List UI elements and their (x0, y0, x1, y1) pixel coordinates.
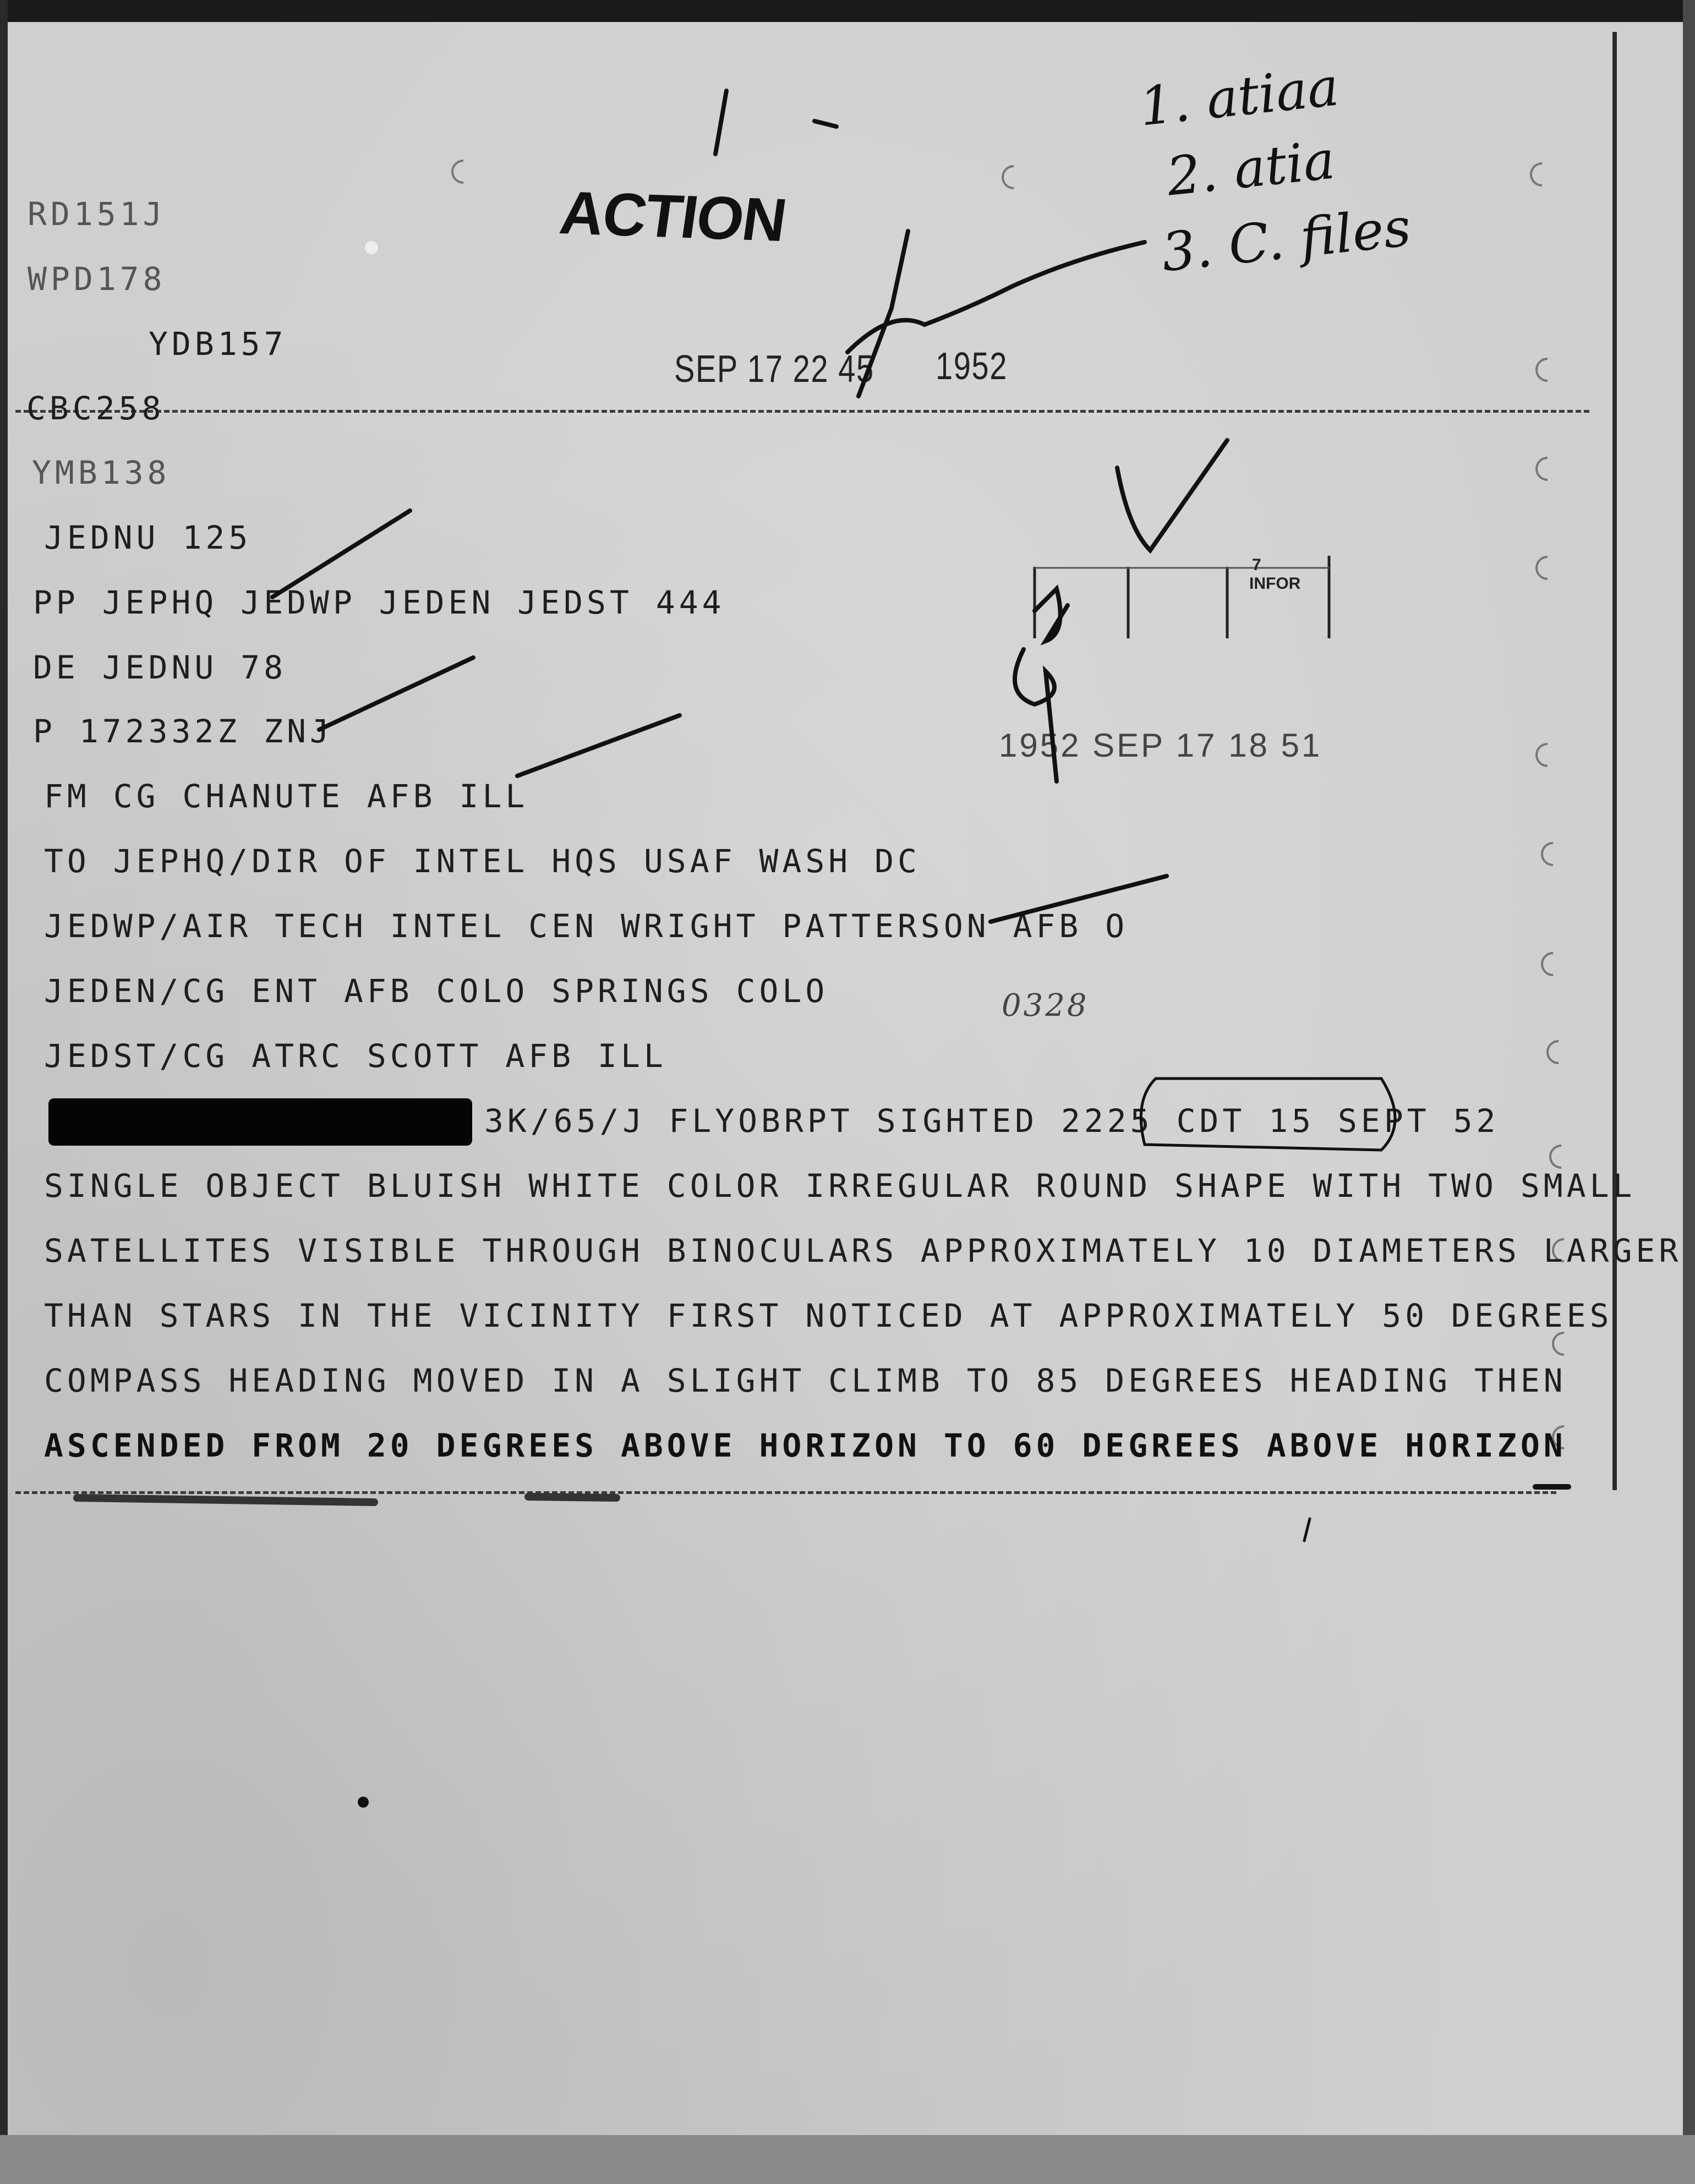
file-number: 0328 (1002, 988, 1089, 1023)
initials-mark (1015, 649, 1057, 781)
header-code: WPD178 (28, 260, 166, 298)
header-code: CBC258 (26, 390, 165, 427)
pen-slash (272, 511, 410, 597)
check-mark (1117, 440, 1227, 550)
routing-label-info: INFOR (1249, 574, 1301, 593)
header-code: RD151J (28, 195, 166, 233)
routing-label-top: 7 (1252, 556, 1261, 574)
routing-line: P 172332Z ZNJ (33, 713, 333, 750)
pen-slash (319, 658, 473, 730)
action-stamp: ACTION (556, 178, 790, 255)
initials-mark (1035, 589, 1068, 641)
handwritten-note: 2. atia (1163, 129, 1338, 208)
pen-tick (814, 121, 836, 127)
routing-line: JEDWP/AIR TECH INTEL CEN WRIGHT PATTERSON AFB O (44, 907, 1129, 945)
message-line: COMPASS HEADING MOVED IN A SLIGHT CLIMB TO 85 DEGREES HEADING THEN (44, 1362, 1567, 1399)
message-line: 3K/65/J FLYOBRPT SIGHTED 2225 CDT 15 SEPT 52 (484, 1102, 1500, 1140)
header-code: YDB157 (149, 325, 287, 363)
routing-line: DE JEDNU 78 (33, 649, 287, 686)
message-line: ASCENDED FROM 20 DEGREES ABOVE HORIZON TO 60 DEGREES ABOVE HORIZON (44, 1427, 1567, 1464)
pen-slash (517, 715, 680, 776)
routing-line: PP JEPHQ JEDWP JEDEN JEDST 444 (33, 584, 725, 621)
routing-line: TO JEPHQ/DIR OF INTEL HQS USAF WASH DC (44, 842, 921, 880)
initial-stroke (848, 231, 1145, 396)
message-line: THAN STARS IN THE VICINITY FIRST NOTICED AT APPROXIMATELY 50 DEGREES (44, 1297, 1613, 1334)
bracket-mark (1141, 1079, 1395, 1150)
smudge (77, 1497, 616, 1502)
pen-slash (991, 876, 1167, 922)
message-line: SATELLITES VISIBLE THROUGH BINOCULARS APPROXIMATELY 10 DIAMETERS LARGER (44, 1232, 1682, 1269)
routing-line: FM CG CHANUTE AFB ILL (44, 778, 529, 815)
message-line: SINGLE OBJECT BLUISH WHITE COLOR IRREGULAR ROUND SHAPE WITH TWO SMALL (44, 1167, 1636, 1205)
pen-tick (1304, 1519, 1310, 1541)
pen-tick (715, 91, 726, 154)
routing-line: JEDNU 125 (44, 519, 252, 556)
second-date-stamp: 1952 SEP 17 18 51 (999, 727, 1322, 764)
handwritten-note: 1. atiaa (1136, 56, 1342, 138)
header-code: YMB138 (32, 454, 171, 491)
received-date-stamp: SEP 17 22 45 (674, 347, 874, 390)
handwritten-note: 3. C. files (1158, 196, 1414, 284)
received-year-stamp: 1952 (936, 344, 1008, 387)
routing-line: JEDEN/CG ENT AFB COLO SPRINGS COLO (44, 972, 829, 1010)
ink-dot (365, 241, 378, 254)
routing-line: JEDST/CG ATRC SCOTT AFB ILL (44, 1037, 667, 1075)
ink-dot (358, 1797, 369, 1808)
